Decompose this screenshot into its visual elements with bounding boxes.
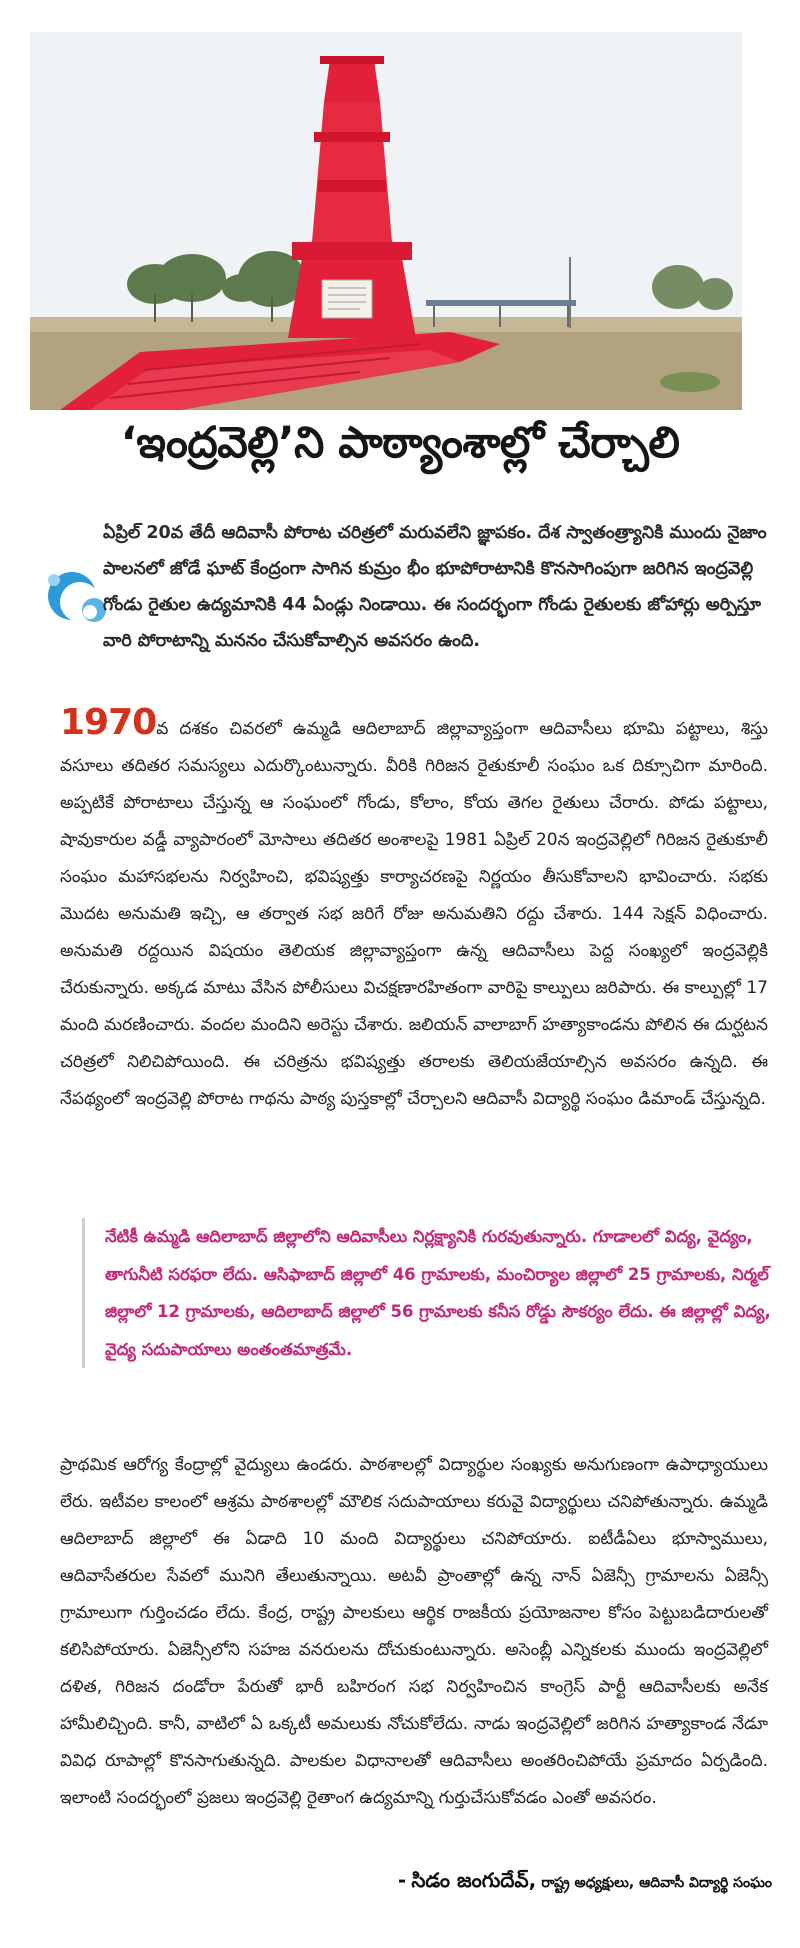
- byline: [212, 1868, 772, 1897]
- byline-role: రాష్ట్ర అధ్యక్షులు, ఆదివాసీ విద్యార్థి సంఘం: [541, 1875, 772, 1891]
- intro-paragraph: ఏప్రిల్ 20వ తేదీ ఆదివాసీ పోరాట చరిత్రలో మరువలేని జ్ఞాపకం. దేశ స్వాతంత్ర్యానికి ముందు నైజాం పాలనలో జోడే ఘాట్ కేంద్రంగా సాగిన కుమ్రం భీం భూపోరాటానికి కొనసాగింపుగా జరిగిన ఇంద్రవెల్లి గోండు రైతుల ఉద్యమానికి 44 ఏండ్లు నిండాయి. ఈ సందర్భంగా గోండు రైతులకు జోహార్లు అర్పిస్తూ వారి పోరాటాన్ని మననం చేసుకోవాల్సిన అవసరం ఉంది.: [103, 523, 767, 651]
- pull-quote: నేటికీ ఉమ్మడి ఆదిలాబాద్ జిల్లాలోని ఆదివాసీలు నిర్లక్ష్యానికి గురవుతున్నారు. గూడాలలో విద్య, వైద్యం, తాగునీటి సరఫరా లేదు. ఆసిఫాబాద్ జిల్లాలో 46 గ్రామాలకు, మంచిర్యాల జిల్లాలో 25 గ్రామాలకు, నిర్మల్ జిల్లాలో 12 గ్రామాలకు, ఆదిలాబాద్ జిల్లాలో 56 గ్రామాలకు కనీస రోడ్డు సౌకర్యం లేదు. ఈ జిల్లాల్లో విద్య, వైద్య సదుపాయాలు అంతంతమాత్రమే.: [82, 1218, 791, 1368]
- article-body-2: [60, 1430, 768, 1834]
- paragraph-1: [60, 702, 768, 1118]
- paragraph-1-text: వ దశకం చివరలో ఉమ్మడి ఆదిలాబాద్ జిల్లావ్యాప్తంగా ఆదివాసీలు భూమి పట్టాలు, శిస్తు వసూలు తదితర సమస్యలు ఎదుర్కొంటున్నారు. వీరికి గిరిజన రైతుకూలీ సంఘం ఒక దిక్సూచిగా మారింది. అప్పటికే పోరాటాలు చేస్తున్న ఆ సంఘంలో గోండు, కోలాం, కోయ తెగల రైతులు చేరారు. పోడు పట్టాలు, షావుకారుల వడ్డీ వ్యాపారంలో మోసాలు తదితర అంశాలపై 1981 ఏప్రిల్ 20న ఇంద్రవెల్లిలో గిరిజన రైతుకూలీ సంఘం మహాసభలను నిర్వహించి, భవిష్యత్తు కార్యాచరణపై నిర్ణయం తీసుకోవాలని భావించారు. సభకు మొదట అనుమతి ఇచ్చి, ఆ తర్వాత సభ జరిగే రోజు అనుమతిని రద్దు చేశారు. 144 సెక్షన్ విధించారు. అనుమతి రద్దయిన విషయం తెలియక జిల్లావ్యాప్తంగా ఉన్న ఆదివాసీలు పెద్ద సంఖ్యలో ఇంద్రవెల్లికి చేరుకున్నారు. అక్కడ మాటు వేసిన పోలీసులు విచక్షణారహితంగా వారిపై కాల్పులు జరిపారు. ఈ కాల్పుల్లో 17 మంది మరణించారు. వందల మందిని అరెస్టు చేశారు. జలియన్ వాలాబాగ్ హత్యాకాండను పోలిన ఈ దుర్ఘటన చరిత్రలో నిలిచిపోయింది. ఈ చరిత్రను భవిష్యత్తు తరాలకు తెలియజేయాల్సిన అవసరం ఉన్నది. ఈ నేపథ్యంలో ఇంద్రవెల్లి పోరాట గాథను పాఠ్య పుస్తకాల్లో చేర్చాలని ఆదివాసీ విద్యార్థి సంఘం డిమాండ్ చేస్తున్నది.: [60, 719, 768, 1109]
- byline-dash: -: [397, 1868, 407, 1892]
- headline: ‘ఇంద్రవెల్లి’ని పాఠ్యాంశాల్లో చేర్చాలి: [120, 418, 680, 468]
- byline-author: సిడం జంగుదేవ్,: [411, 1868, 537, 1892]
- paragraph-2: ప్రాథమిక ఆరోగ్య కేంద్రాల్లో వైద్యులు ఉండరు. పాఠశాలల్లో విద్యార్థుల సంఖ్యకు అనుగుణంగా ఉపాధ్యాయులు లేరు. ఇటీవల కాలంలో ఆశ్రమ పాఠశాలల్లో మౌలిక సదుపాయాలు కరువై విద్యార్థులు చనిపోతున్నారు. ఉమ్మడి ఆదిలాబాద్ జిల్లాలో ఈ ఏడాది 10 మంది విద్యార్థులు చనిపోయారు. ఐటీడీఏలు భూస్వాములు, ఆదివాసేతరుల సేవలో మునిగి తేలుతున్నాయి. అటవీ ప్రాంతాల్లో ఉన్న నాన్ ఏజెన్సీ గ్రామాలను ఏజెన్సీ గ్రామాలుగా గుర్తించడం లేదు. కేంద్ర, రాష్ట్ర పాలకులు ఆర్థిక రాజకీయ ప్రయోజనాల కోసం పెట్టుబడిదారులతో కలిసిపోయారు. ఏజెన్సీలోని సహజ వనరులను దోచుకుంటున్నారు. అసెంబ్లీ ఎన్నికలకు ముందు ఇంద్రవెల్లిలో దళిత, గిరిజన దండోరా పేరుతో భారీ బహిరంగ సభ నిర్వహించిన కాంగ్రెస్ పార్టీ ఆదివాసీలకు అనేక హామీలిచ్చింది. కానీ, వాటిలో ఏ ఒక్కటీ అమలుకు నోచుకోలేదు. నాడు ఇంద్రవెల్లిలో జరిగిన హత్యాకాండ నేడూ వివిధ రూపాల్లో కొనసాగుతున్నది. పాలకుల విధానాలతో ఆదివాసీలు అంతరించిపోయే ప్రమాదం ఏర్పడింది. ఇలాంటి సందర్భంలో ప్రజలు ఇంద్రవెల్లి రైతాంగ ఉద్యమాన్ని గుర్తుచేసుకోవడం ఎంతో అవసరం.: [60, 1455, 768, 1808]
- memorial-photo: [30, 32, 742, 410]
- memorial-illustration: [30, 32, 742, 410]
- bubbles-icon: [32, 558, 112, 630]
- drop-cap: 1970: [60, 702, 157, 743]
- article-body-1: [60, 702, 768, 1118]
